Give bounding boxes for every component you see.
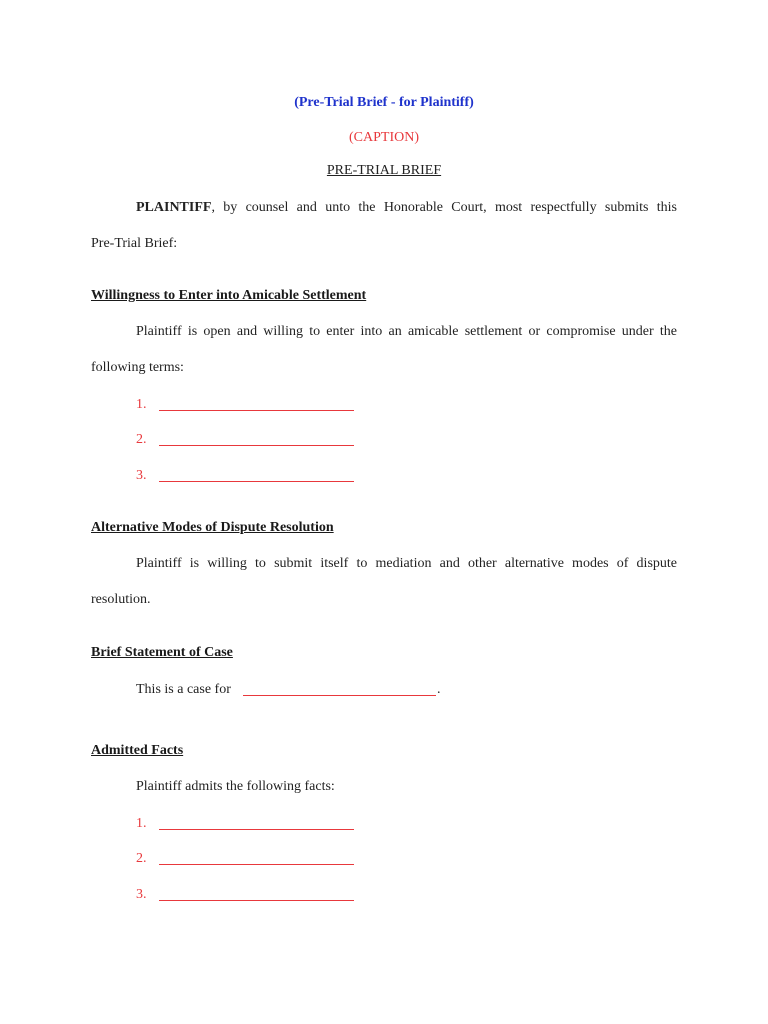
settlement-heading: Willingness to Enter into Amicable Settlement xyxy=(91,288,367,303)
admitted-line-1: Plaintiff admits the following facts: xyxy=(136,779,335,794)
statement-blank xyxy=(243,695,436,696)
adr-line-1: Plaintiff is willing to submit itself to mediation and other alternative modes of dispute xyxy=(136,556,677,571)
document-title-text: PRE-TRIAL BRIEF xyxy=(326,163,442,178)
intro-line-1 xyxy=(136,199,677,217)
settlement-item-number: 1. xyxy=(136,397,147,412)
admitted-item-blank xyxy=(159,900,354,901)
adr-line-2: resolution. xyxy=(91,592,151,607)
caption-placeholder: (CAPTION) xyxy=(349,130,419,145)
settlement-item-blank xyxy=(159,410,354,411)
admitted-item-blank xyxy=(159,829,354,830)
admitted-item-number: 1. xyxy=(136,816,147,831)
intro-line-1-rest: , by counsel and unto the Honorable Court, most respectfully submits this xyxy=(211,200,677,215)
settlement-item-blank xyxy=(159,445,354,446)
admitted-item-blank xyxy=(159,864,354,865)
header-note: (Pre-Trial Brief - for Plaintiff) xyxy=(294,95,474,110)
statement-line xyxy=(136,681,231,699)
statement-prefix: This is a case for xyxy=(136,682,231,697)
adr-heading: Alternative Modes of Dispute Resolution xyxy=(91,520,334,535)
statement-heading: Brief Statement of Case xyxy=(91,645,233,660)
statement-suffix: . xyxy=(437,682,441,697)
intro-party: PLAINTIFF xyxy=(136,200,212,215)
document-title xyxy=(0,162,768,180)
settlement-line-2: following terms: xyxy=(91,360,184,375)
settlement-item-blank xyxy=(159,481,354,482)
settlement-line-1: Plaintiff is open and willing to enter into an amicable settlement or compromise under the xyxy=(136,324,677,339)
intro-line-2: Pre-Trial Brief: xyxy=(91,236,178,251)
admitted-heading: Admitted Facts xyxy=(91,743,184,758)
admitted-item-number: 3. xyxy=(136,887,147,902)
admitted-item-number: 2. xyxy=(136,851,147,866)
settlement-item-number: 3. xyxy=(136,468,147,483)
settlement-item-number: 2. xyxy=(136,432,147,447)
